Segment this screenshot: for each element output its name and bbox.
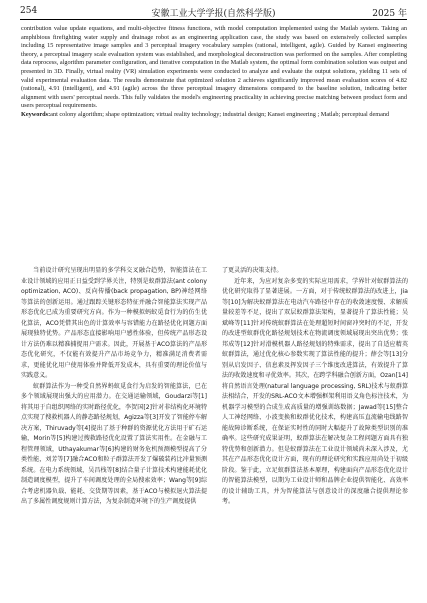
body-paragraph: 当前设计研究呈现出明显的多学科交叉融合趋势，智能算法在工业设计领域的应用正日益受到学界关注，特别是蚁群算法(ant colony optimization, ACO)、反向传播(back propagation, BP)神经网络等算法的创新运用。通过跟踪关键形态特征并融合智能算法实现产品形态优化已成为重要研究方向。作为一种模拟蚂蚁觅食行为的仿生优化算法，ACO凭借其出色的计算效率与容错能力在路径优化问题方面展现独特优势。产品形态直接影响用户感性体验，但传统产品形态设计方法仍难以精准捕捉用户需求。因此，开展基于ACO算法的产品形态优化研究，不仅能有效提升产品市场竞争力，精准满足消费者需求，更能优化用户使用体验并降低开发成本，具有重要的理论价值与实践意义。 <box>21 267 207 379</box>
keywords-text: ant colony algorithm; shape optimization; virtual reality technology; industrial design; Kansei engineering ; Matlab; perceptual demand <box>50 110 390 118</box>
body-paragraph: 蚁群算法作为一种受自然界蚂蚁觅食行为启发的智能算法，已在多个领域展现出强大的应用潜力。在交通运输领域，Goudarzi等[1]将其用于自组织网络的实时路径优化，李贺国[2]针对非结构化环境特点实现了搜救机器人的静态路径规划，Agizza等[3]开发了智能停车解决方案，Thiruvady等[4]提出了基于种群的资源优化方法用于矿石运输，Morin等[5]构建过搜救路径优化设置了算法实用性。在金融与工程管理领域，Uthayakumar等[6]构建的财务危机预测模型提高了分类性能，刘芳等[7]融合ACO和粒子群算法开发了爆破装药比冲量预测系统。在电力系统领域，吴昌栈等[8]结合量子计算技术构建能耗优化制造调度模型，提升了车间调度处理的全局搜索效率；Wang等[9]综合考虑机器负载、能耗、交货期等因素，基于ACO与模拟退火算法提出了多属性调度规则计算方法，为复杂制造环境下的生产调度提供 <box>21 382 207 505</box>
abstract-block <box>21 25 407 120</box>
page-number: 254 <box>20 6 38 16</box>
right-column <box>222 266 408 508</box>
keywords-line <box>21 111 407 120</box>
running-header <box>20 6 407 20</box>
publication-year: 2025 年 <box>372 9 407 19</box>
journal-title: 安徽工业大学学报(自然科学版) <box>151 9 276 19</box>
body-paragraph: 了更灵活的决策支持。 <box>222 267 283 274</box>
header-rule <box>20 19 407 20</box>
abstract-text: contribution value update equations, and multi-objective fitness functions, with model computation implemented using the Matlab system. Taking an amphibious firefighting water supply and drainage robot as an engineering application case, the study was based on extensively collected samples including 15 representative image samples and 3 perceptual imagery vocabulary samples (rational, intelligent, agile). Guided by Kansei engineering theory, a perceptual imagery scale evaluation system was established, and morphological deconstruction was performed on the samples. After completing data reprocess, algorithm parameter configuration, and iterative computation in the Matlab system, the optimal form combination solution was output and presented in 3D. Finally, virtual reality (VR) simulation experiments were conducted to analyze and evaluate the output solutions, yielding 11 sets of valid experimental evaluation data. The results demonstrate that optimized solution 2 achieves significantly improved mean evaluation scores of 4.82 (rational), 4.91 (intelligent), and 4.91 (agile) across the three perceptual imagery dimensions compared to the baseline solution, indicating better alignment with users' perceptual needs. This fully validates the model's engineering practicality in achieving precise matching between product form and users perceptual requirements. <box>21 25 407 110</box>
keywords-label: Keywords: <box>21 110 51 118</box>
body-paragraph: 近年来，为应对复杂多变的实际应用需求，学界针对蚁群算法的优化研究取得了显著进展。一方面，对于传统蚁群算法的改进上，Jia等[10]为解决蚁群算法在电动汽车路径中存在的收敛速度慢、求解质量较差等不足，提出了双层蚁群算法架构，显著提升了算法性能；吴斌峰等[11]针对传统蚁群算法在处理超短时间窗冲突时的不足，开发的改进型蚁群优化路径规划技术在物流调度领域展现出突出优势；张邦成等[12]针对滑模机器人路径规划的特殊需求，提出了自适应精英蚁群算法，通过优化核心参数实现了算法性能的提升；薛会等[13]分别从启发因子、信息素及挥发因子三个维度改进算法，有效提升了算法的收敛速度和寻优效率。其次，在跨学科融合创新方面，Ozan[14]将自然语言处理(natural language processing, SRL)技术与蚁群算法相结合，开发的SRL-ACO文本增强框架利用语义角色标注技术，为机器学习模型的合成生成高质量的增强训练数据；Jawad等[15]整合人工神经网络、小波变换和蚁群优化技术，构建高压直流输电线路智能故障诊断系统，在保证实时性的同时大幅提升了故障类型识别的准确率。这些研究成果证明，蚁群算法在解决复杂工程问题方面具有独特优势和创新潜力。但是蚁群算法在工业设计领域尚未深入涉及，尤其在产品形态优化设计方面，现有的理论研究和实践应用尚处于初级阶段。鉴于此，立足蚁群算法基本原理，构建面向产品形态优化设计的智能算法模型，以期为工业设计师和品牌企业提供智能化、高效率的设计辅助工具，并为智能算法与创意设计的深度融合提供理论参考。 <box>222 277 408 505</box>
left-column <box>21 266 207 508</box>
